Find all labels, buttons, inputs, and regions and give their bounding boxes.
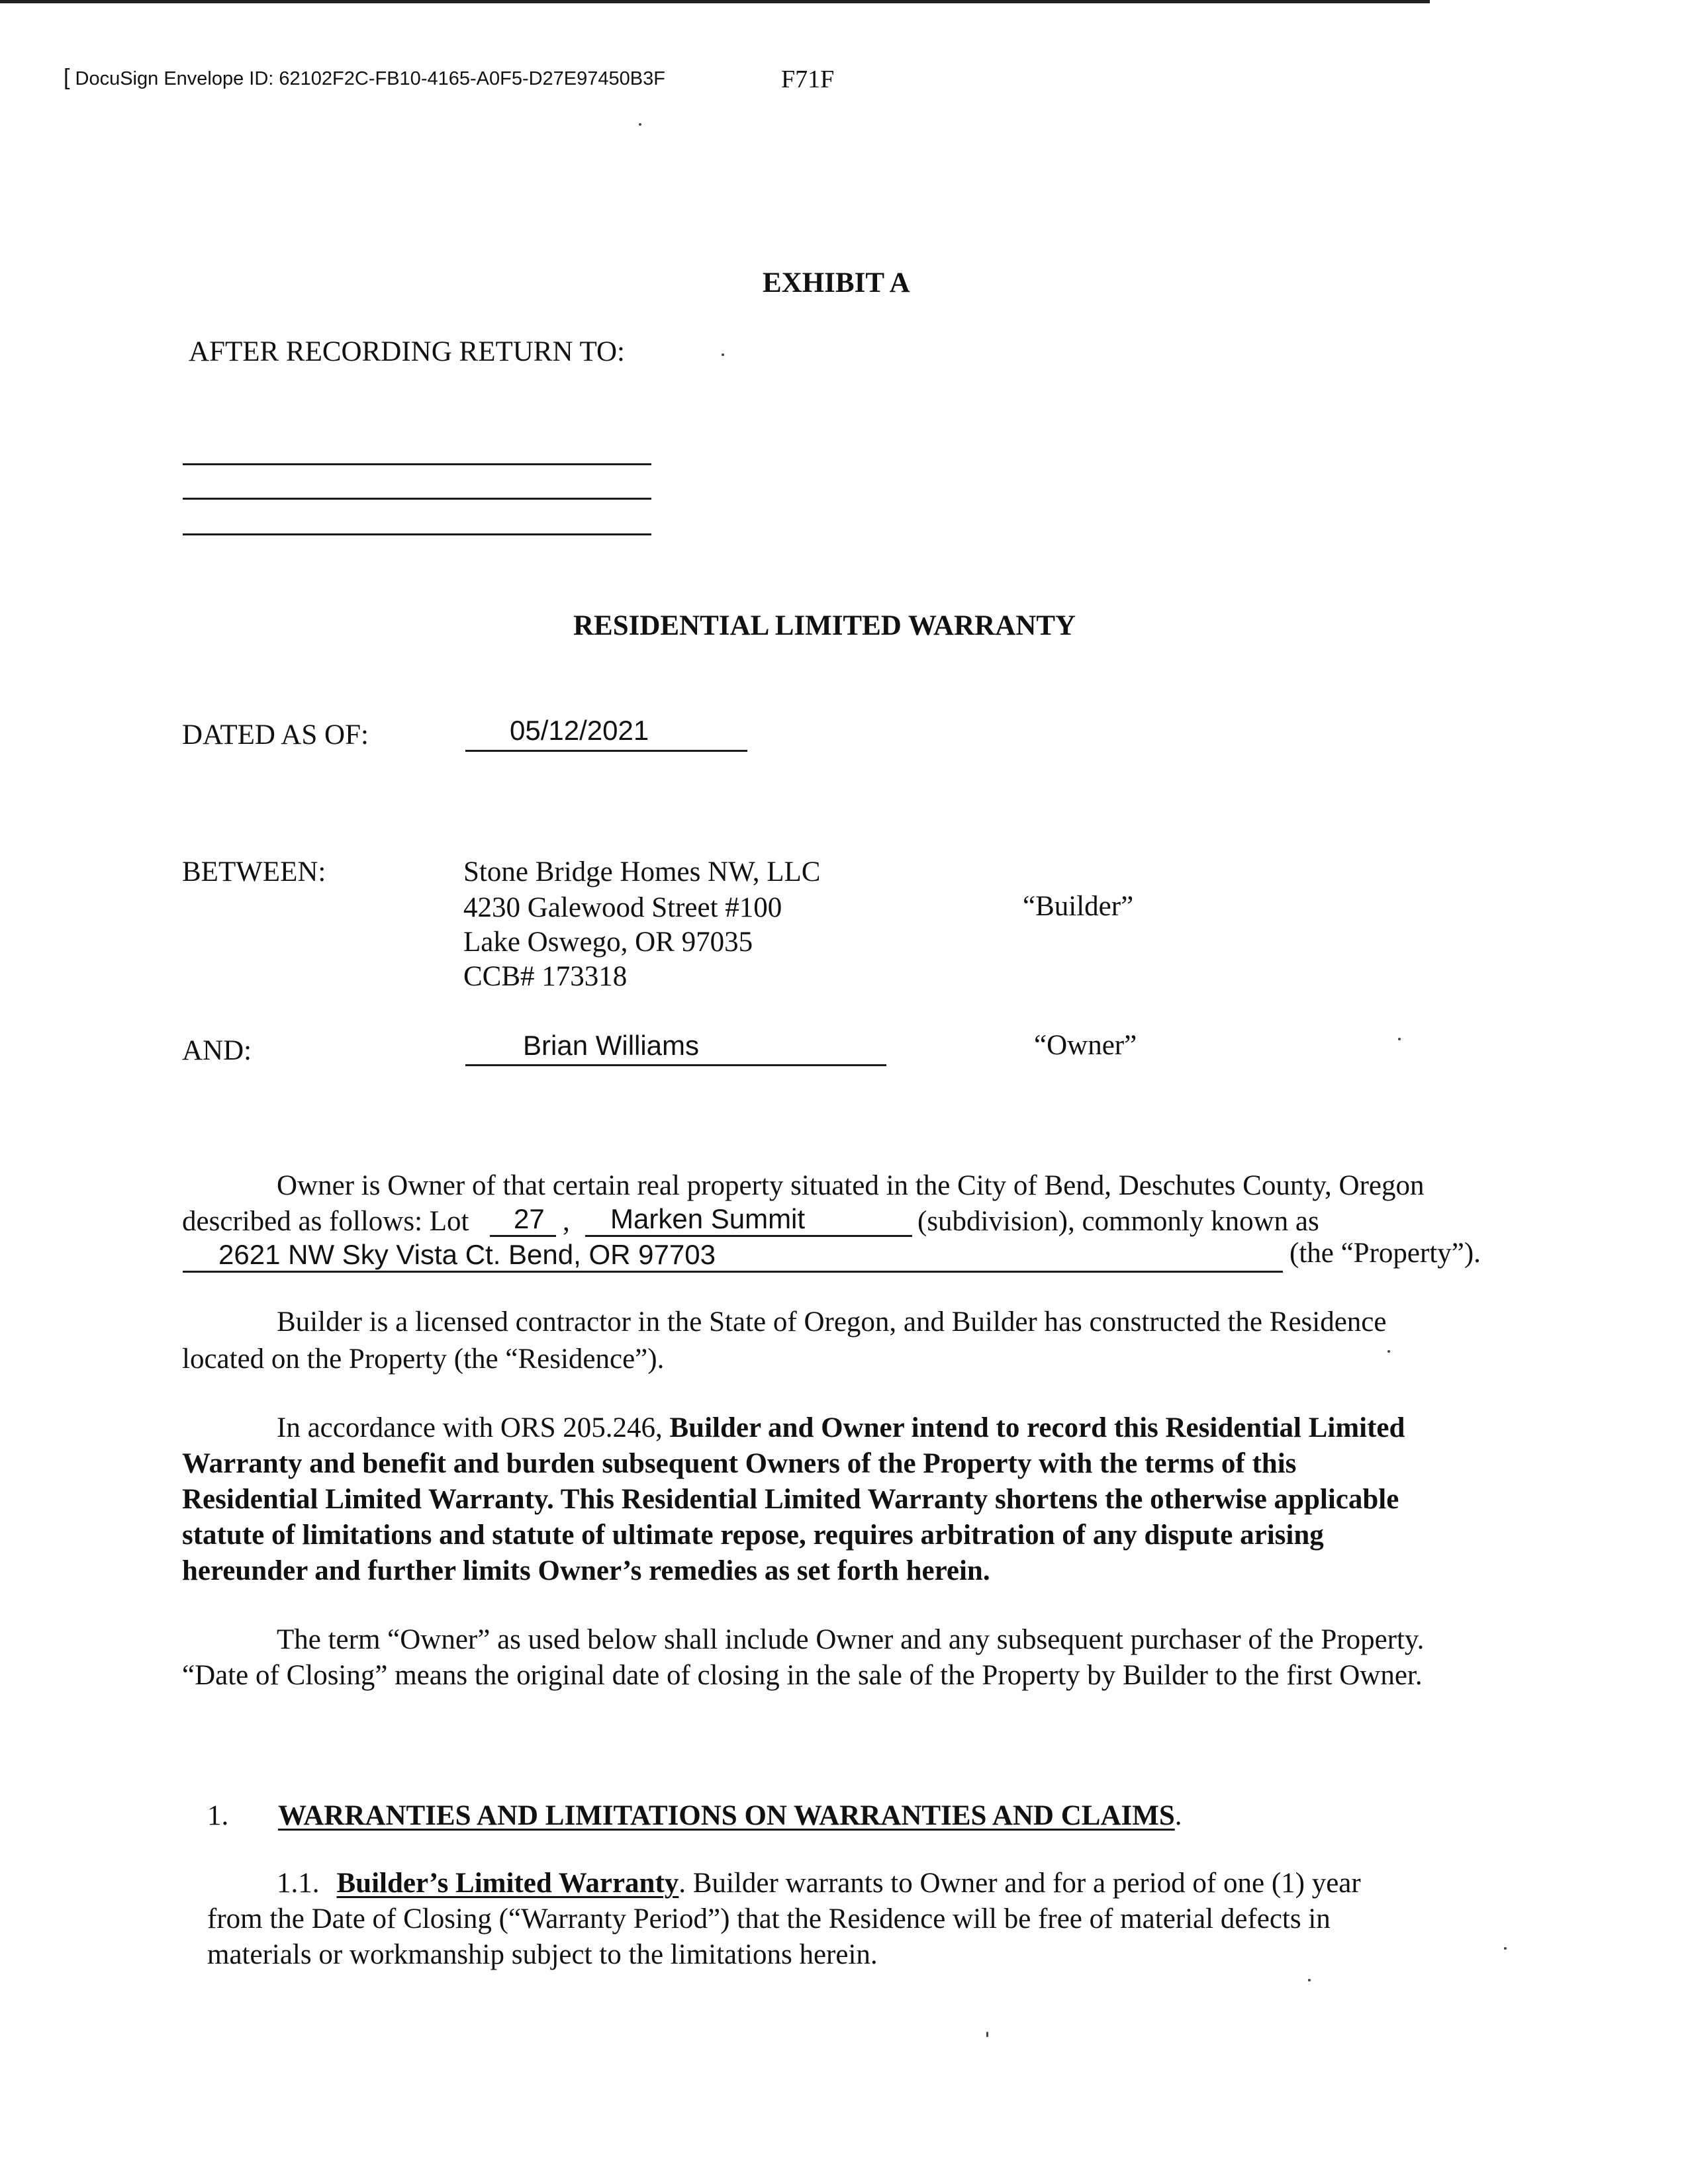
ors-para-line-2: Warranty and benefit and burden subsequent Owners of the Property with the terms of this — [182, 1448, 1297, 1479]
envelope-bracket: [ — [64, 65, 70, 90]
builder-para-line-1: Builder is a licensed contractor in the State of Oregon, and Builder has constructed the Residence — [277, 1306, 1387, 1338]
docusign-header — [64, 65, 665, 91]
property-address: 2621 NW Sky Vista Ct. Bend, OR 97703 — [218, 1239, 716, 1270]
lot-comma: , — [563, 1206, 570, 1237]
section-1-heading: WARRANTIES AND LIMITATIONS ON WARRANTIES AND CLAIMS — [278, 1800, 1175, 1831]
scan-speck — [986, 2032, 988, 2037]
envelope-code: F71F — [781, 66, 835, 93]
scan-speck — [1504, 1947, 1507, 1950]
section-1-1-line-2: from the Date of Closing (“Warranty Period”) that the Residence will be free of material defects in — [207, 1903, 1331, 1934]
property-line-1: Owner is Owner of that certain real property situated in the City of Bend, Deschutes County, Oregon — [277, 1170, 1425, 1201]
address-fill-line — [183, 1271, 1283, 1273]
scan-speck — [639, 123, 641, 126]
section-1-period: . — [1174, 1800, 1182, 1831]
scan-top-border — [0, 0, 1430, 3]
owner-name: Brian Williams — [523, 1030, 700, 1061]
section-1-1-line-1 — [277, 1865, 1361, 1902]
ors-para-line-1 — [277, 1410, 1405, 1447]
builder-city: Lake Oswego, OR 97035 — [463, 927, 753, 958]
subdivision-name: Marken Summit — [610, 1203, 806, 1234]
envelope-id: DocuSign Envelope ID: 62102F2C-FB10-4165-A0F5-D27E97450B3F — [75, 68, 665, 89]
term-para-line-2: “Date of Closing” means the original date of closing in the sale of the Property by Builder to the first Owner. — [182, 1660, 1423, 1691]
property-line-3-suffix: (the “Property”). — [1289, 1238, 1481, 1269]
builder-role: “Builder” — [1023, 891, 1134, 922]
builder-name: Stone Bridge Homes NW, LLC — [463, 856, 821, 887]
recording-line-2 — [183, 498, 651, 500]
ors-para-line-3: Residential Limited Warranty. This Residential Limited Warranty shortens the otherwise applicable — [182, 1484, 1399, 1515]
owner-fill-line — [465, 1064, 886, 1066]
section-1-number: 1. — [207, 1800, 229, 1831]
and-label: AND: — [182, 1035, 252, 1066]
dated-value: 05/12/2021 — [510, 715, 649, 746]
ors-para-line-4: statute of limitations and statute of ultimate repose, requires arbitration of any dispute arising — [182, 1520, 1324, 1551]
scan-speck — [1387, 1350, 1390, 1353]
scan-speck — [722, 353, 724, 356]
dated-label: DATED AS OF: — [182, 719, 369, 751]
section-1-heading-wrap — [278, 1797, 1182, 1835]
ors-para-line-1-bold: Builder and Owner intend to record this Residential Limited — [669, 1412, 1405, 1443]
between-label: BETWEEN: — [182, 856, 326, 887]
recording-line-3 — [183, 533, 651, 535]
ors-para-line-1-plain: In accordance with ORS 205.246, — [277, 1412, 670, 1443]
term-para-line-1: The term “Owner” as used below shall include Owner and any subsequent purchaser of the Property. — [277, 1624, 1425, 1655]
section-1-1-line-3: materials or workmanship subject to the limitations herein. — [207, 1939, 878, 1970]
exhibit-title: EXHIBIT A — [763, 267, 910, 298]
lot-fill-line — [490, 1235, 556, 1237]
section-1-1-line-1-rest: . Builder warrants to Owner and for a period of one (1) year — [679, 1868, 1361, 1899]
dated-fill-line — [465, 750, 747, 752]
builder-ccb: CCB# 173318 — [463, 961, 628, 992]
section-1-1-heading: Builder’s Limited Warranty — [336, 1868, 679, 1899]
builder-street: 4230 Galewood Street #100 — [463, 892, 782, 923]
builder-para-line-2: located on the Property (the “Residence”). — [182, 1343, 665, 1375]
property-line-2-prefix: described as follows: Lot — [182, 1206, 469, 1237]
section-1-1-number: 1.1. — [277, 1868, 320, 1899]
subdivision-fill-line — [585, 1235, 912, 1237]
scan-speck — [1308, 1979, 1311, 1981]
document-title: RESIDENTIAL LIMITED WARRANTY — [573, 610, 1076, 641]
recording-label: AFTER RECORDING RETURN TO: — [189, 336, 625, 367]
scan-speck — [1398, 1038, 1401, 1040]
property-line-2-suffix: (subdivision), commonly known as — [917, 1206, 1319, 1237]
lot-number: 27 — [514, 1203, 545, 1234]
owner-role: “Owner” — [1034, 1030, 1137, 1061]
ors-para-line-5: hereunder and further limits Owner’s remedies as set forth herein. — [182, 1555, 990, 1586]
recording-line-1 — [183, 463, 651, 465]
